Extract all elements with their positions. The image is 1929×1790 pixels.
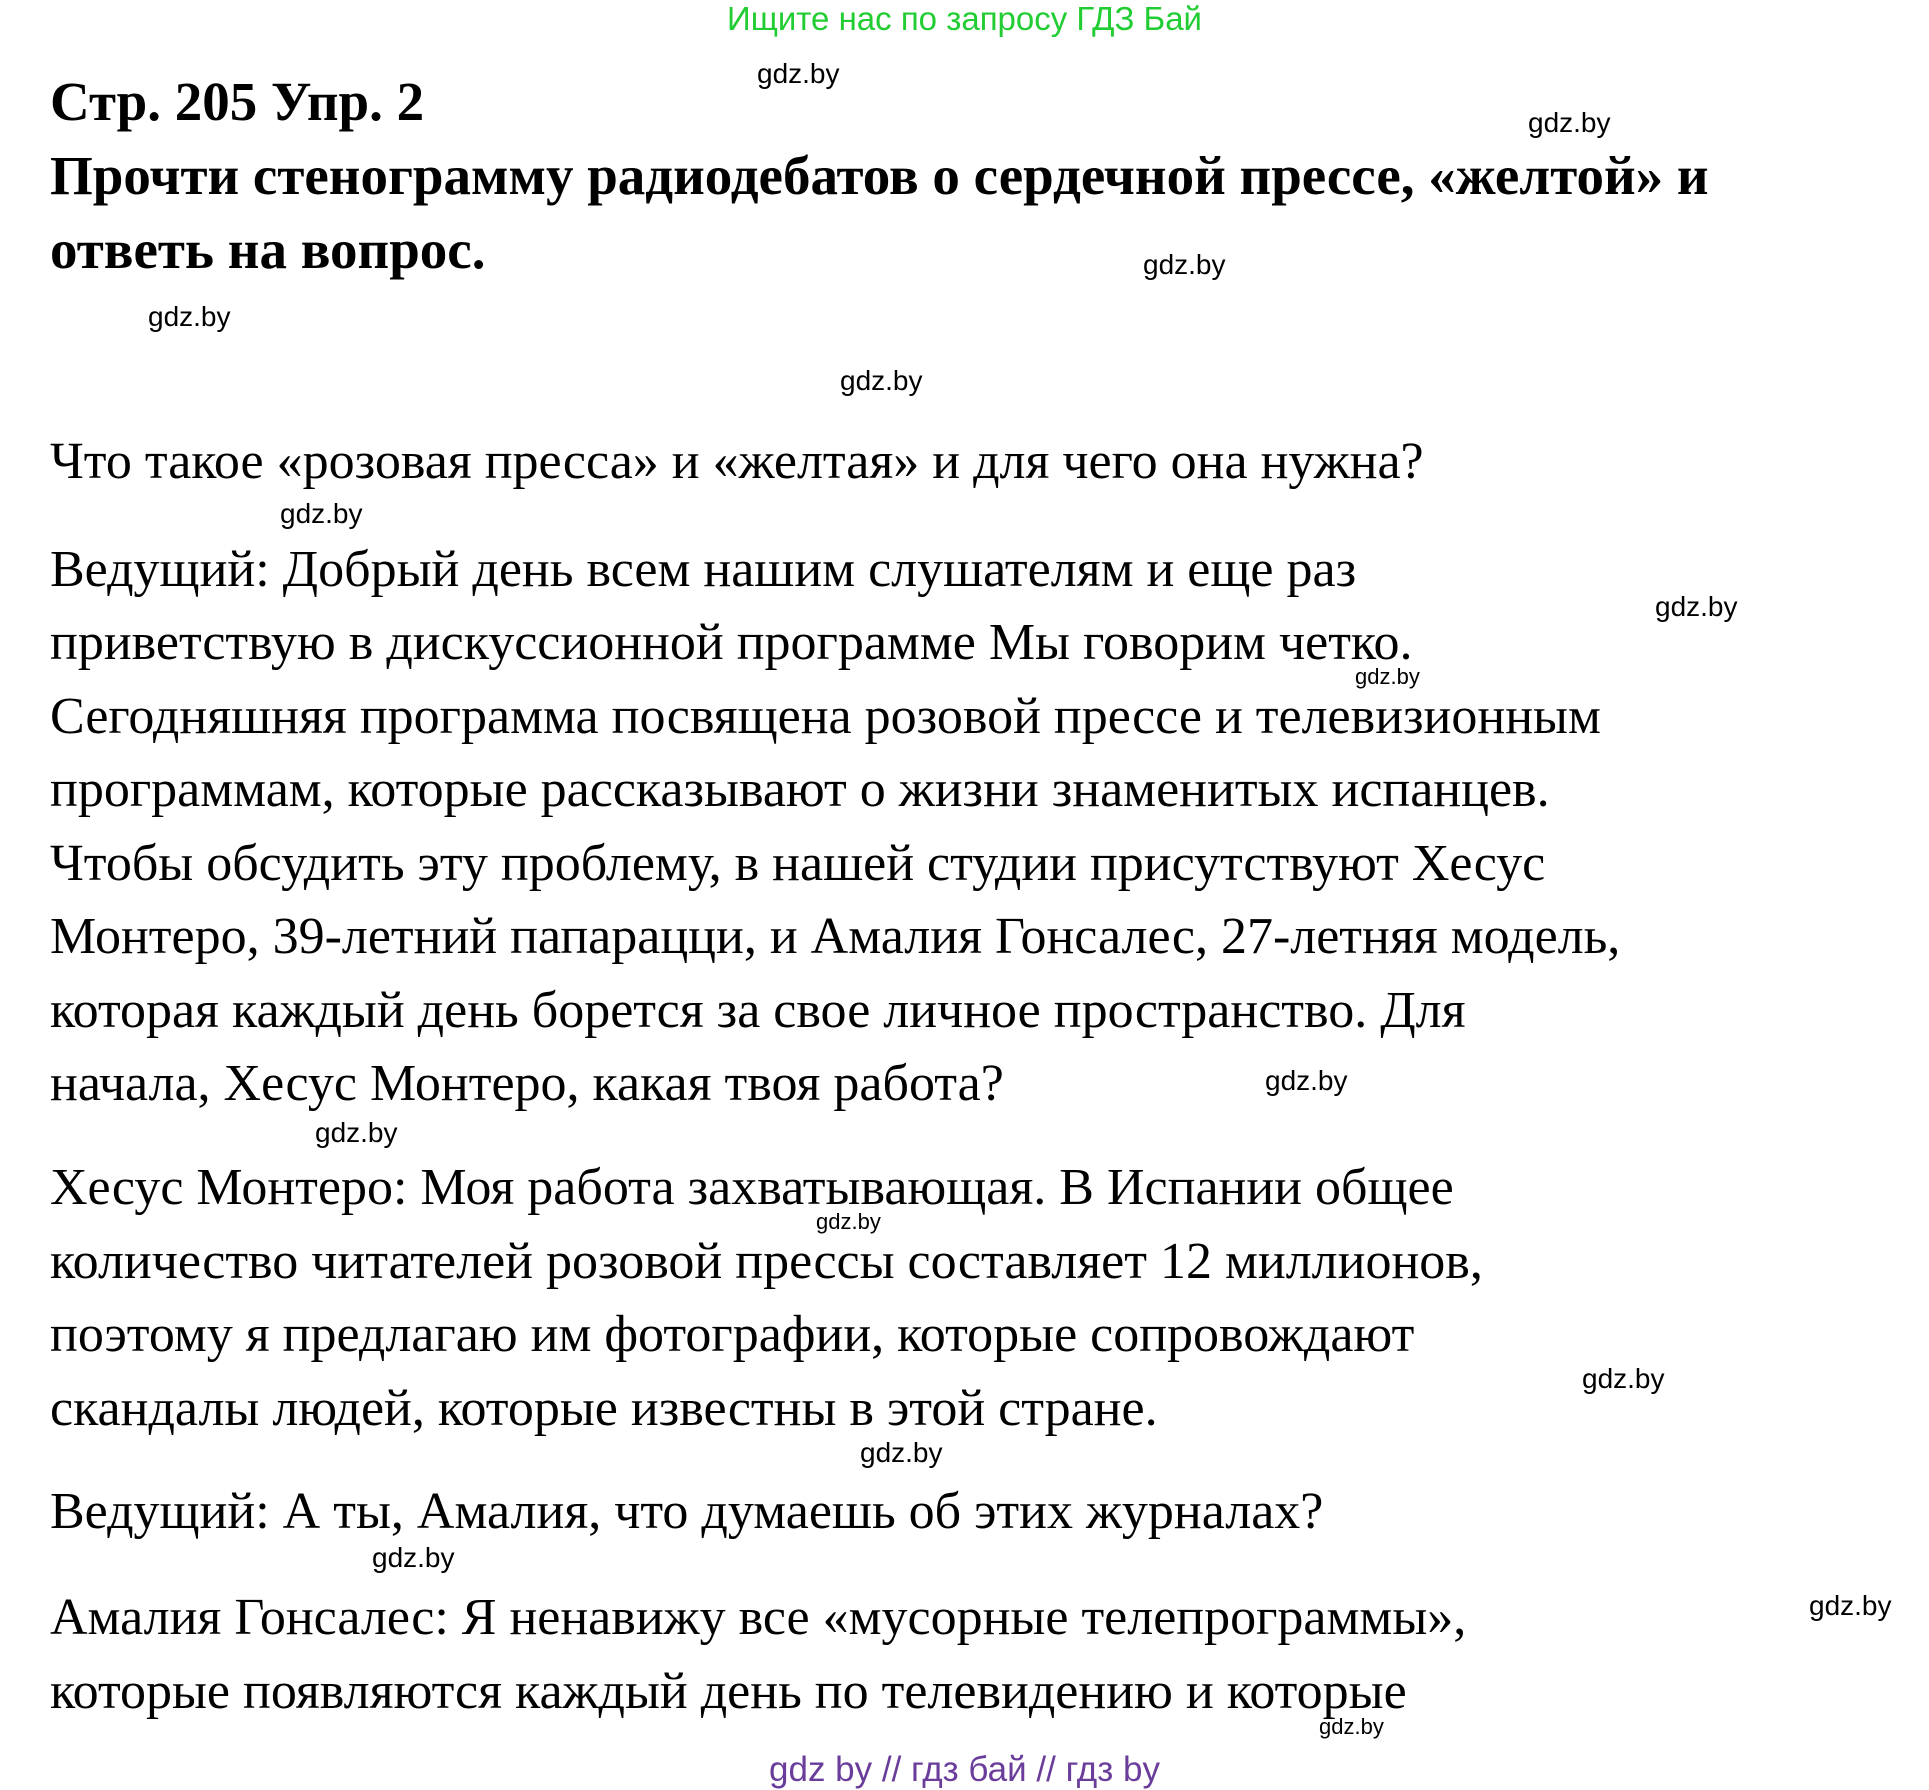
exercise-instruction-line-1: Прочти стенограмму радиодебатов о сердечной прессе, «желтой» и — [50, 145, 1709, 206]
exercise-instruction-line-2: ответь на вопрос. — [50, 219, 486, 280]
watermark: gdz.by — [148, 301, 231, 332]
text-line: Амалия Гонсалес: Я ненавижу все «мусорные телепрограммы», — [50, 1589, 1467, 1646]
text-line: Ведущий: Добрый день всем нашим слушателям и еще раз — [50, 541, 1357, 598]
footer-watermark: gdz by // гдз бай // гдз by — [769, 1750, 1160, 1789]
exercise-heading: Стр. 205 Упр. 2 — [50, 71, 425, 132]
search-banner: Ищите нас по запросу ГДЗ Бай — [727, 0, 1202, 37]
text-line: Монтеро, 39-летний папарацци, и Амалия Гонсалес, 27-летняя модель, — [50, 908, 1621, 965]
text-line: Ведущий: А ты, Амалия, что думаешь об этих журналах? — [50, 1483, 1324, 1540]
text-line: количество читателей розовой прессы составляет 12 миллионов, — [50, 1233, 1483, 1290]
text-line: Сегодняшняя программа посвящена розовой прессе и телевизионным — [50, 688, 1601, 745]
watermark: gdz.by — [1582, 1363, 1665, 1394]
watermark: gdz.by — [1265, 1065, 1348, 1096]
watermark: gdz.by — [1528, 107, 1611, 138]
watermark: gdz.by — [372, 1542, 455, 1573]
watermark: gdz.by — [860, 1437, 943, 1468]
text-line: Хесус Монтеро: Моя работа захватывающая. В Испании общее — [50, 1159, 1454, 1216]
watermark: gdz.by — [840, 365, 923, 396]
text-line: скандалы людей, которые известны в этой стране. — [50, 1380, 1158, 1437]
text-line: Чтобы обсудить эту проблему, в нашей студии присутствуют Хесус — [50, 835, 1546, 892]
text-line: которая каждый день борется за свое личное пространство. Для — [50, 982, 1466, 1039]
text-line: которые появляются каждый день по телевидению и которые — [50, 1663, 1407, 1720]
question-line: Что такое «розовая пресса» и «желтая» и для чего она нужна? — [50, 433, 1424, 490]
watermark: gdz.by — [280, 498, 363, 529]
watermark: gdz.by — [1809, 1590, 1892, 1621]
watermark: gdz.by — [757, 58, 840, 89]
watermark: gdz.by — [1319, 1714, 1384, 1739]
watermark: gdz.by — [816, 1209, 881, 1234]
watermark: gdz.by — [1143, 249, 1226, 280]
text-line: программам, которые рассказывают о жизни знаменитых испанцев. — [50, 761, 1550, 818]
watermark: gdz.by — [315, 1117, 398, 1148]
text-line: поэтому я предлагаю им фотографии, которые сопровождают — [50, 1306, 1415, 1363]
text-line: приветствую в дискуссионной программе Мы говорим четко. — [50, 614, 1413, 671]
watermark: gdz.by — [1355, 664, 1420, 689]
text-line: начала, Хесус Монтеро, какая твоя работа? — [50, 1055, 1004, 1112]
watermark: gdz.by — [1655, 591, 1738, 622]
